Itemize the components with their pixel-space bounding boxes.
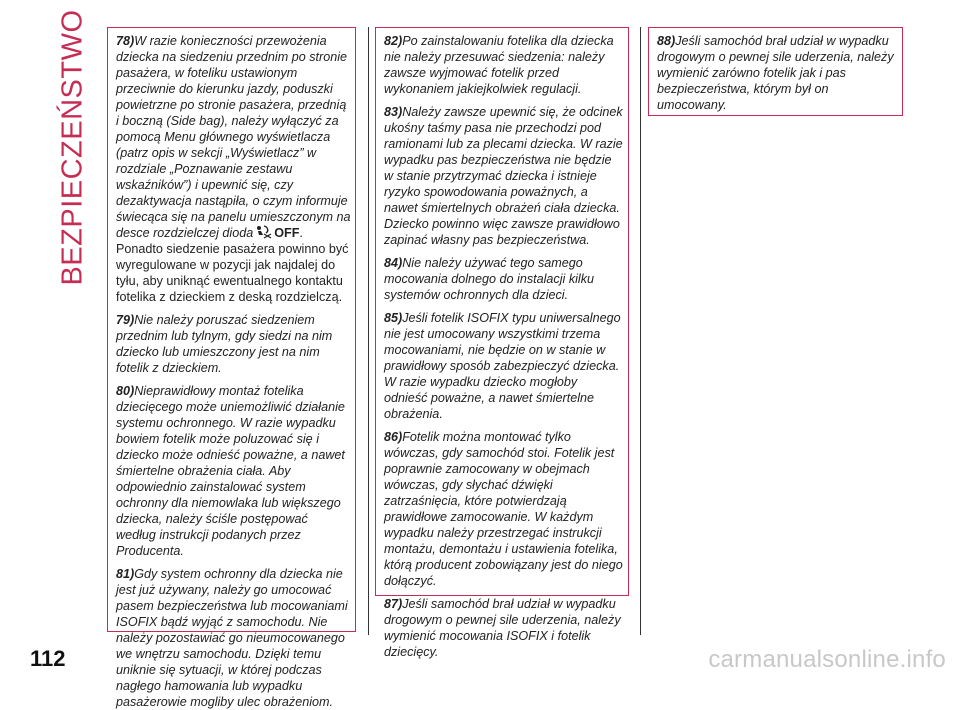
note-78-period: . (299, 226, 303, 240)
section-title-text: BEZPIECZEŃSTWO (56, 8, 89, 286)
note-82-text: Po zainstalowaniu fotelika dla dziecka nie należy przesuwać siedzenia: należy zawsze wyjmować fotelik przed wykonaniem jakiejkolwiek regulacji. (384, 34, 614, 96)
note-85-text: Jeśli fotelik ISOFIX typu uniwersalnego nie jest umocowany wszystkimi trzema mocowaniami, nie będzie on w stanie w prawidłowy sposób zabezpieczyć dziecka. W razie wypadku dziecko mogłoby odnieść poważne, a nawet śmiertelne obrażenia. (384, 311, 621, 421)
note-85-number: 85) (384, 311, 403, 325)
off-label: OFF (274, 226, 300, 240)
passenger-airbag-off-icon (255, 225, 272, 239)
note-86-number: 86) (384, 430, 403, 444)
note-83-text: Należy zawsze upewnić się, że odcinek ukośny taśmy pasa nie przechodzi pod ramionami lub za plecami dziecka. W razie wypadku pas bezpieczeństwa nie będzie w stanie przytrzymać dziecka i istnieje ryzyko spowodowania poważnych, a nawet śmiertelnych obrażeń ciała dziecka. Dziecko powinno więc zawsze prawidłowo zapinać własny pas bezpieczeństwa. (384, 105, 623, 247)
warning-box-column-1 (107, 27, 356, 709)
note-87-number: 87) (384, 597, 403, 611)
section-title-vertical (50, 8, 96, 286)
note-83 (384, 104, 624, 248)
note-86-text: Fotelik można montować tylko wówczas, gdy samochód stoi. Fotelik jest poprawnie zamocowany w obejmach wówczas, gdy słychać dźwięki zatrzaśnięcia, które potwierdzają prawidłowe zamocowanie. W każdym wypadku należy przestrzegać instrukcji montażu, demontażu i ustawienia fotelika, którą producent zobowiązany jest do niego dołączyć. (384, 430, 623, 588)
note-84-number: 84) (384, 256, 403, 270)
note-83-number: 83) (384, 105, 403, 119)
note-82-number: 82) (384, 34, 403, 48)
note-84-text: Nie należy używać tego samego mocowania dolnego do instalacji kilku systemów ochronnych dla dzieci. (384, 256, 595, 302)
note-88-number: 88) (657, 34, 676, 48)
column-divider-1 (368, 27, 369, 635)
note-82 (384, 33, 624, 97)
note-79-number: 79) (116, 313, 135, 327)
note-88-text: Jeśli samochód brał udział w wypadku drogowym o pewnej sile uderzenia, należy wymienić zarówno fotelik jak i pas bezpieczeństwa, którym był on umocowany. (657, 34, 894, 112)
note-81 (116, 566, 351, 710)
note-87 (384, 596, 624, 660)
note-85 (384, 310, 624, 422)
watermark-link[interactable]: carmanualsonline.info (708, 646, 946, 673)
note-79-text: Nie należy poruszać siedzeniem przednim lub tylnym, gdy siedzi na nim dziecko lub umieszczony jest na nim fotelik z dzieckiem. (116, 313, 333, 375)
note-80-text: Nieprawidłowy montaż fotelika dziecięcego może uniemożliwić działanie systemu ochronnego. W razie wypadku bowiem fotelik może poluzować się i dziecko może odnieść poważne, a nawet śmiertelne obrażenia ciała. Aby odpowiednio zainstalować system ochronny dla niemowlaka lub większego dziecka, należy ściśle postępować według instrukcji podanych przez Producenta. (116, 384, 345, 558)
column-divider-2 (640, 27, 641, 635)
note-84 (384, 255, 624, 303)
note-78-number: 78) (116, 34, 135, 48)
note-86 (384, 429, 624, 589)
note-78-plain-text: Ponadto siedzenie pasażera powinno być wyregulowane w pozycji jak najdalej do tyłu, aby uniknąć ewentualnego kontaktu fotelika z dzieckiem z deską rozdzielczą. (116, 242, 349, 304)
note-81-text: Gdy system ochronny dla dziecka nie jest już używany, należy go umocować pasem bezpieczeństwa lub mocowaniami ISOFIX bądź wyjąć z samochodu. Nie należy pozostawiać go nieumocowanego we wnętrzu samochodu. Dzięki temu uniknie się sytuacji, w której podczas nagłego hamowania lub wypadku pasażerowie mogliby ulec obrażeniom. (116, 567, 348, 709)
note-81-number: 81) (116, 567, 135, 581)
note-78-text: W razie konieczności przewożenia dziecka na siedzeniu przednim po stronie pasażera, w foteliku ustawionym przeciwnie do kierunku jazdy, poduszki powietrzne po stronie pasażera, przednią i boczną (Side bag), należy wyłączyć za pomocą Menu głównego wyświetlacza (patrz opis w sekcji „Wyświetlacz” w rozdziale „Poznawanie zestawu wskaźników”) i upewnić się, czy dezaktywacja nastąpiła, o czym informuje świecąca się na panelu umieszczonym na desce rozdzielczej dioda (116, 34, 351, 240)
note-87-text: Jeśli samochód brał udział w wypadku drogowym o pewnej sile uderzenia, należy wymienić mocowania ISOFIX i fotelik dziecięcy. (384, 597, 621, 659)
warning-box-column-3 (648, 27, 903, 116)
note-80-number: 80) (116, 384, 135, 398)
warning-box-column-2 (375, 27, 629, 659)
page-number: 112 (30, 646, 66, 671)
note-78 (116, 33, 351, 305)
note-79 (116, 312, 351, 376)
note-80 (116, 383, 351, 559)
note-88 (657, 33, 898, 113)
